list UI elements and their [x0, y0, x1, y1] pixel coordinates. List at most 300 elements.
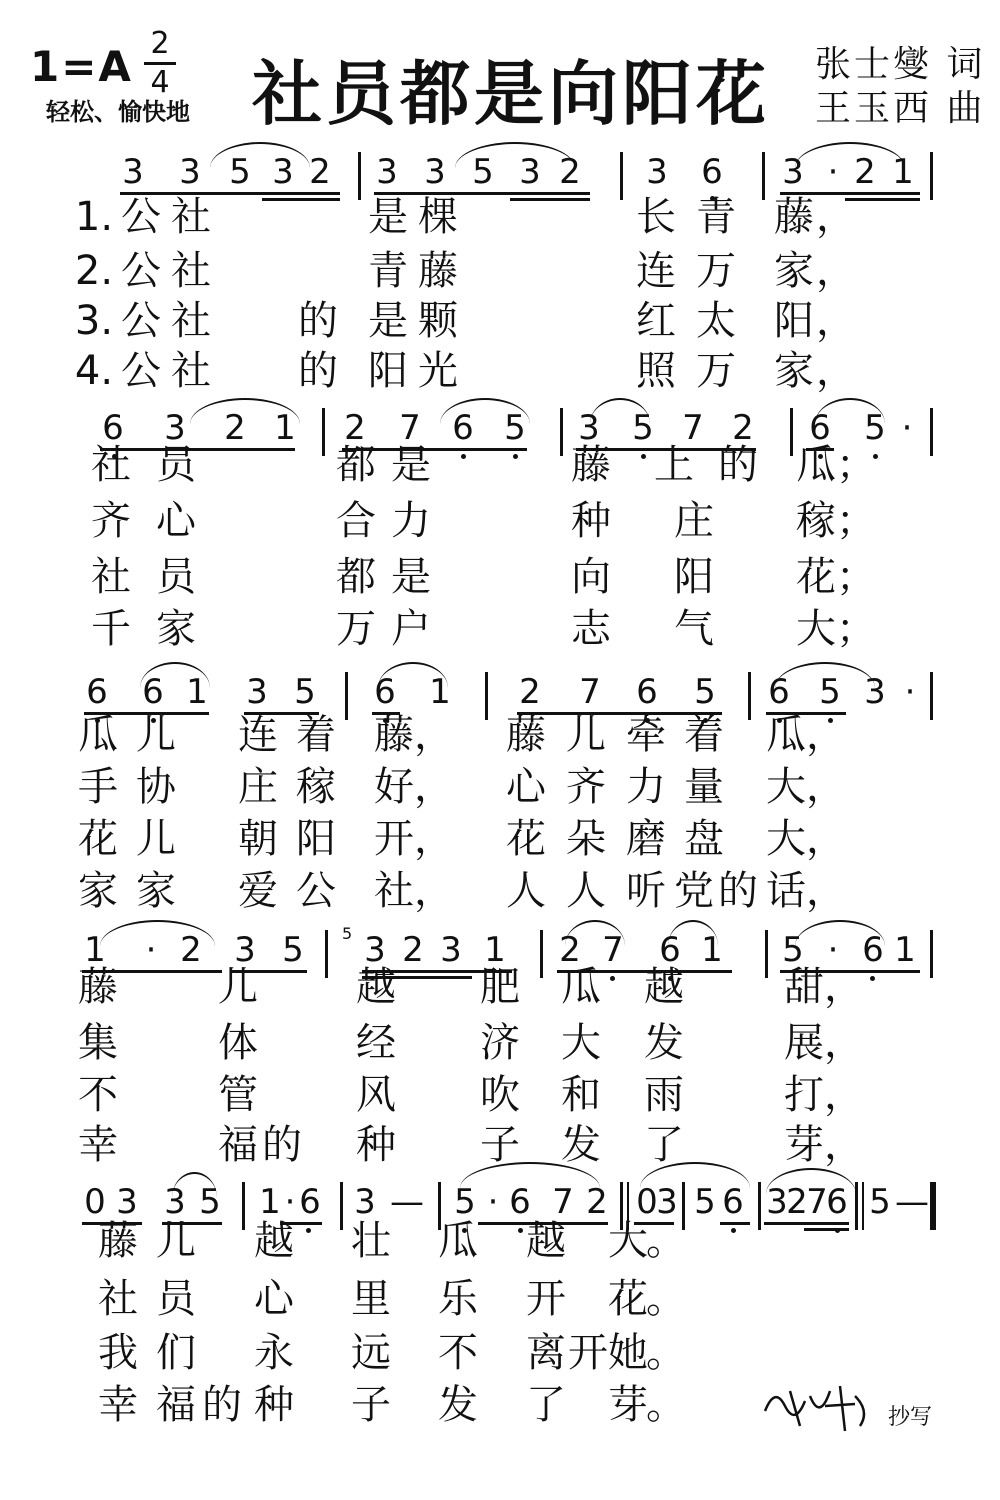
lyric-char: 大 [766, 764, 806, 810]
lyric-char: 社 [171, 194, 211, 240]
note: 2 [180, 930, 202, 970]
lyric-char: 连 [238, 712, 278, 758]
note: 5 [694, 1182, 716, 1222]
note: 2 [309, 152, 331, 192]
lyric-char: 千 [91, 606, 131, 652]
lyric-char: 越 [356, 964, 396, 1010]
note: 1 [892, 152, 914, 192]
lyric-char: 福 [218, 1122, 258, 1168]
lyric-char: 种 [571, 498, 611, 544]
lyric-char: 了 [526, 1382, 566, 1428]
lyric-char: 党 [674, 868, 714, 914]
lyric-char: 阳 [774, 298, 814, 344]
lyric-char: 风 [356, 1072, 396, 1118]
note: 6 [452, 408, 474, 448]
lyric-line [0, 552, 1000, 602]
lyric-char: 开 [568, 1330, 608, 1376]
lyric-char: 力 [391, 498, 431, 544]
lyric-char: 红 [636, 298, 676, 344]
lyric-char: 离 [526, 1330, 566, 1376]
note: 6 [701, 152, 723, 192]
lyric-char: 儿 [156, 1218, 196, 1264]
lyric-line [0, 962, 1000, 1012]
lyric-char: 庄 [238, 764, 278, 810]
lyric-char: 家 [774, 348, 814, 394]
note: 1 [274, 408, 296, 448]
lyric-char: ， [414, 816, 454, 862]
note: · [904, 672, 916, 712]
note: · [487, 1182, 499, 1222]
lyric-line [0, 496, 1000, 546]
note: 2 [732, 408, 754, 448]
lyric-char: 社 [171, 348, 211, 394]
note: 6 [142, 672, 164, 712]
lyric-char: 儿 [136, 816, 176, 862]
lyric-char: 越 [254, 1218, 294, 1264]
lyric-char: 2. [74, 248, 114, 294]
note: 2 [224, 408, 246, 448]
lyric-char: 齐 [566, 764, 606, 810]
lyric-char: ， [816, 248, 856, 294]
lyric-char: 的 [202, 1382, 242, 1428]
note: 7 [552, 1182, 574, 1222]
lyric-char: 她 [608, 1330, 648, 1376]
lyric-char: 气 [674, 606, 714, 652]
note: 3 [164, 408, 186, 448]
song-title: 社员都是向阳花 [252, 53, 770, 135]
note: 2 [786, 1182, 808, 1222]
lyric-line [0, 246, 1000, 296]
lyric-char: ， [414, 868, 454, 914]
lyric-line [0, 192, 1000, 242]
lyric-char: 大 [766, 816, 806, 862]
lyric-char: 幸 [98, 1382, 138, 1428]
lyric-char: 经 [356, 1020, 396, 1066]
lyric-char: 社 [171, 248, 211, 294]
lyric-char: 种 [254, 1382, 294, 1428]
lyric-char: 照 [636, 348, 676, 394]
lyric-char: ， [824, 1122, 864, 1168]
lyric-char: 济 [480, 1020, 520, 1066]
meter-top: 2 [150, 26, 170, 61]
note: 3 [234, 930, 256, 970]
note: 6 [659, 930, 681, 970]
note: 3 [656, 1182, 678, 1222]
lyric-char: 的 [298, 348, 338, 394]
lyric-char: 牵 [626, 712, 666, 758]
lyric-char: 展 [784, 1020, 824, 1066]
lyric-line [0, 1216, 1000, 1266]
note: 2 [402, 930, 424, 970]
lyric-char: 庄 [674, 498, 714, 544]
note: · [827, 930, 839, 970]
lyric-char: 员 [156, 442, 196, 488]
lyric-char: 开 [526, 1276, 566, 1322]
note: · [901, 408, 913, 448]
lyric-char: 大 [561, 1020, 601, 1066]
note: 3 [272, 152, 294, 192]
lyric-char: 社 [91, 442, 131, 488]
note: 5 [199, 1182, 221, 1222]
lyric-char: 棵 [418, 194, 458, 240]
lyric-char: 种 [356, 1122, 396, 1168]
lyric-char: 藤 [506, 712, 546, 758]
note: 5 [504, 408, 526, 448]
lyric-char: 藤 [78, 964, 118, 1010]
lyric-char: 发 [561, 1122, 601, 1168]
note: 3 [164, 1182, 186, 1222]
meter-bottom: 4 [150, 65, 170, 100]
lyric-char: 瓜 [78, 712, 118, 758]
note: 6 [826, 1182, 848, 1222]
note: 3 [179, 152, 201, 192]
lyric-line [0, 1018, 1000, 1068]
lyric-char: 里 [351, 1276, 391, 1322]
lyric-char: 是 [368, 298, 408, 344]
lyric-char: 公 [121, 298, 161, 344]
note: 0 [636, 1182, 658, 1222]
lyric-char: 人 [566, 868, 606, 914]
lyric-char: 壮 [351, 1218, 391, 1264]
lyric-char: 瓜 [561, 964, 601, 1010]
note: 5 [864, 408, 886, 448]
lyric-char: 爱 [238, 868, 278, 914]
lyric-char: 稼 [296, 764, 336, 810]
lyric-char: 管 [218, 1072, 258, 1118]
lyric-char: 大 [608, 1218, 648, 1264]
lyric-char: 花 [796, 554, 836, 600]
lyric-char: 。 [646, 1382, 686, 1428]
copied-by-label: 抄写 [888, 1405, 933, 1430]
lyric-char: 藤 [418, 248, 458, 294]
tempo-marking: 轻松、愉快地 [46, 98, 190, 126]
lyric-line [0, 1328, 1000, 1378]
lyric-char: 远 [351, 1330, 391, 1376]
note: 6 [862, 930, 884, 970]
lyric-char: 的 [718, 442, 758, 488]
lyric-char: 不 [78, 1072, 118, 1118]
lyric-char: 好 [374, 764, 414, 810]
note: 3 [246, 672, 268, 712]
note: 3 [364, 930, 386, 970]
lyric-char: 听 [626, 868, 666, 914]
lyric-char: 社 [374, 868, 414, 914]
note: 2 [519, 672, 541, 712]
lyric-char: 4. [74, 348, 114, 394]
lyric-char: ， [806, 816, 846, 862]
note: 3 [864, 672, 886, 712]
lyric-char: 花 [78, 816, 118, 862]
lyric-char: 藤 [774, 194, 814, 240]
lyric-char: ， [806, 868, 846, 914]
lyric-char: 朵 [566, 816, 606, 862]
lyric-char: 阳 [674, 554, 714, 600]
lyric-char: 肥 [480, 964, 520, 1010]
lyric-line [0, 604, 1000, 654]
lyric-line [0, 440, 1000, 490]
lyric-char: 志 [571, 606, 611, 652]
note: 3 [519, 152, 541, 192]
lyric-char: 着 [296, 712, 336, 758]
note: 1 [429, 672, 451, 712]
note: 1 [701, 930, 723, 970]
lyric-line [0, 710, 1000, 760]
lyric-char: 手 [78, 764, 118, 810]
note: 0 [84, 1182, 106, 1222]
note: 5 [819, 672, 841, 712]
lyric-char: 。 [646, 1276, 686, 1322]
note: 3 [440, 930, 462, 970]
lyric-char: 社 [91, 554, 131, 600]
lyric-char: 雨 [644, 1072, 684, 1118]
lyric-char: 发 [644, 1020, 684, 1066]
lyric-char: ， [816, 298, 856, 344]
lyric-char: 阳 [368, 348, 408, 394]
lyric-char: 都 [336, 554, 376, 600]
lyric-char: 公 [296, 868, 336, 914]
lyric-char: 越 [644, 964, 684, 1010]
lyric-char: 的 [298, 298, 338, 344]
note: 5 [632, 408, 654, 448]
lyric-char: 永 [254, 1330, 294, 1376]
lyric-char: 不 [438, 1330, 478, 1376]
note: 7 [602, 930, 624, 970]
lyric-char: 长 [636, 194, 676, 240]
lyric-char: ， [806, 712, 846, 758]
lyric-line [0, 814, 1000, 864]
lyric-char: ， [824, 1072, 864, 1118]
lyric-char: 体 [218, 1020, 258, 1066]
lyric-char: 青 [368, 248, 408, 294]
lyric-char: 甜 [784, 964, 824, 1010]
lyric-char: ， [824, 1020, 864, 1066]
note: 6 [102, 408, 124, 448]
lyric-char: 吹 [480, 1072, 520, 1118]
note: 1 [484, 930, 506, 970]
lyric-char: 藤 [374, 712, 414, 758]
lyric-char: 家 [136, 868, 176, 914]
note: 7 [399, 408, 421, 448]
lyric-char: 的 [718, 868, 758, 914]
lyric-char: 。 [646, 1218, 686, 1264]
note: 6 [86, 672, 108, 712]
note: 1 [84, 930, 106, 970]
lyric-char: ， [816, 348, 856, 394]
lyric-char: 1. [74, 194, 114, 240]
note: 6 [636, 672, 658, 712]
lyric-line [0, 296, 1000, 346]
lyric-char: 儿 [136, 712, 176, 758]
lyric-char: 公 [121, 194, 161, 240]
lyric-char: 太 [696, 298, 736, 344]
lyric-char: 了 [644, 1122, 684, 1168]
grace-note: 5 [342, 924, 353, 943]
lyric-char: 万 [336, 606, 376, 652]
lyricist-credit: 张士燮 词 [815, 44, 986, 85]
note: 5 [294, 672, 316, 712]
lyric-char: 家 [774, 248, 814, 294]
note: 1 [259, 1182, 281, 1222]
note: · [284, 1182, 296, 1222]
lyric-line [0, 1274, 1000, 1324]
lyric-char: 发 [438, 1382, 478, 1428]
lyric-char: 都 [336, 442, 376, 488]
lyric-char: 。 [646, 1330, 686, 1376]
copyist-signature [760, 1376, 885, 1436]
note: 5 [454, 1182, 476, 1222]
lyric-char: 藤 [98, 1218, 138, 1264]
note: 1 [894, 930, 916, 970]
note: 3 [376, 152, 398, 192]
note: 5 [869, 1182, 891, 1222]
note: 7 [806, 1182, 828, 1222]
lyric-char: 开 [374, 816, 414, 862]
lyric-line [0, 1070, 1000, 1120]
lyric-char: 芽 [784, 1122, 824, 1168]
lyric-line [0, 346, 1000, 396]
lyric-char: 们 [156, 1330, 196, 1376]
lyric-char: 是 [391, 554, 431, 600]
note: 3 [782, 152, 804, 192]
lyric-char: 光 [418, 348, 458, 394]
lyric-char: 乐 [438, 1276, 478, 1322]
lyric-char: ； [836, 442, 876, 488]
lyric-char: 和 [561, 1072, 601, 1118]
lyric-char: 是 [368, 194, 408, 240]
lyric-char: ， [816, 194, 856, 240]
note: · [145, 930, 157, 970]
note: 5 [282, 930, 304, 970]
lyric-char: 合 [336, 498, 376, 544]
lyric-char: 万 [696, 348, 736, 394]
note: 3 [578, 408, 600, 448]
lyric-char: 向 [571, 554, 611, 600]
lyric-char: 藤 [571, 442, 611, 488]
lyric-char: 户 [391, 606, 431, 652]
lyric-char: ， [806, 764, 846, 810]
note: 7 [682, 408, 704, 448]
note: 6 [768, 672, 790, 712]
key-signature: 1=A [30, 42, 133, 91]
lyric-char: 瓜 [438, 1218, 478, 1264]
lyric-char: 儿 [218, 964, 258, 1010]
lyric-char: 话 [766, 868, 806, 914]
lyric-char: 员 [156, 554, 196, 600]
lyric-char: 公 [121, 248, 161, 294]
lyric-char: 心 [254, 1276, 294, 1322]
lyric-char: 齐 [91, 498, 131, 544]
note: 5 [229, 152, 251, 192]
lyric-line [0, 866, 1000, 916]
lyric-char: 磨 [626, 816, 666, 862]
lyric-char: 上 [654, 442, 694, 488]
lyric-char: 大 [796, 606, 836, 652]
lyric-char: 力 [626, 764, 666, 810]
lyric-char: ； [836, 498, 876, 544]
note: 3 [116, 1182, 138, 1222]
note: · [827, 152, 839, 192]
lyric-char: 子 [351, 1382, 391, 1428]
note: 5 [782, 930, 804, 970]
lyric-char: 青 [696, 194, 736, 240]
lyric-char: 万 [696, 248, 736, 294]
lyric-char: 着 [684, 712, 724, 758]
lyric-char: 员 [156, 1276, 196, 1322]
note: 2 [854, 152, 876, 192]
lyric-char: 瓜 [766, 712, 806, 758]
lyric-char: 家 [78, 868, 118, 914]
lyric-char: 3. [74, 298, 114, 344]
lyric-line [0, 1120, 1000, 1170]
lyric-char: 量 [684, 764, 724, 810]
lyric-char: 稼 [796, 498, 836, 544]
lyric-char: 集 [78, 1020, 118, 1066]
note: 6 [722, 1182, 744, 1222]
note: 2 [559, 152, 581, 192]
composer-credit: 王玉西 曲 [815, 88, 986, 129]
note: 2 [344, 408, 366, 448]
lyric-char: ， [824, 964, 864, 1010]
lyric-char: 家 [156, 606, 196, 652]
lyric-char: 越 [526, 1218, 566, 1264]
lyric-char: 我 [98, 1330, 138, 1376]
note: 6 [299, 1182, 321, 1222]
lyric-char: 协 [136, 764, 176, 810]
lyric-char: 社 [98, 1276, 138, 1322]
lyric-char: 连 [636, 248, 676, 294]
lyric-char: 福 [156, 1382, 196, 1428]
lyric-char: 幸 [78, 1122, 118, 1168]
lyric-char: 儿 [566, 712, 606, 758]
note: 3 [766, 1182, 788, 1222]
lyric-char: 心 [506, 764, 546, 810]
lyric-char: ， [414, 764, 454, 810]
note: 6 [374, 672, 396, 712]
lyric-char: ； [836, 606, 876, 652]
note: 7 [579, 672, 601, 712]
lyric-char: 朝 [238, 816, 278, 862]
lyric-char: 公 [121, 348, 161, 394]
note: 2 [559, 930, 581, 970]
lyric-char: 是 [391, 442, 431, 488]
note: 3 [354, 1182, 376, 1222]
lyric-char: ； [836, 554, 876, 600]
lyric-char: 颗 [418, 298, 458, 344]
lyric-char: 花 [608, 1276, 648, 1322]
note: 3 [424, 152, 446, 192]
lyric-char: 人 [506, 868, 546, 914]
lyric-char: 瓜 [796, 442, 836, 488]
note: 5 [472, 152, 494, 192]
lyric-char: 花 [506, 816, 546, 862]
lyric-char: 心 [156, 498, 196, 544]
note: 1 [186, 672, 208, 712]
note: 3 [122, 152, 144, 192]
note: 3 [646, 152, 668, 192]
time-signature [140, 28, 180, 99]
lyric-char: 盘 [684, 816, 724, 862]
lyric-char: 芽 [608, 1382, 648, 1428]
note: 6 [509, 1182, 531, 1222]
note: — [895, 1182, 929, 1222]
lyric-char: ， [414, 712, 454, 758]
lyric-char: 打 [784, 1072, 824, 1118]
note: 2 [586, 1182, 608, 1222]
note: 5 [694, 672, 716, 712]
lyric-char: 的 [262, 1122, 302, 1168]
note: 6 [809, 408, 831, 448]
lyric-char: 社 [171, 298, 211, 344]
